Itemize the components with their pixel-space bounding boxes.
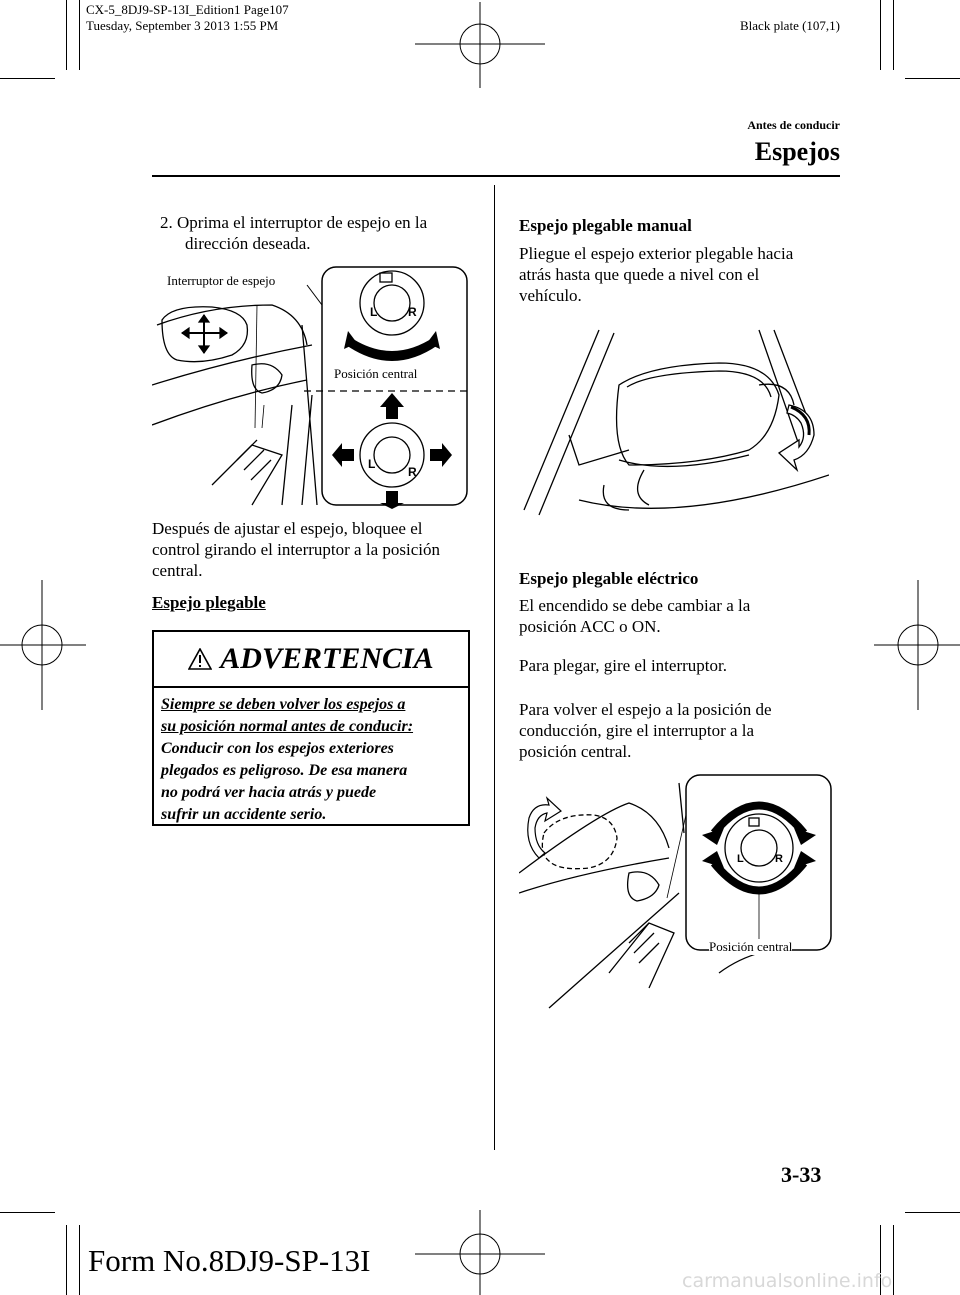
crop-mark: [905, 78, 960, 79]
label-mirror-switch: Interruptor de espejo: [167, 273, 276, 288]
column-divider: [494, 185, 495, 1150]
electric-folding-line: conducción, gire el interruptor a la: [519, 721, 755, 740]
manual-folding-line: atrás hasta que quede a nivel con el: [519, 265, 760, 284]
print-job-info: [86, 2, 289, 34]
registration-mark-left: [0, 580, 86, 710]
manual-folding-paragraph: [519, 243, 849, 306]
electric-folding-illustration: [519, 773, 834, 1013]
warning-line: plegados es peligroso. De esa manera: [161, 762, 408, 779]
warning-header: [154, 632, 468, 688]
electric-folding-drawing: [519, 773, 834, 1013]
after-adjust-line: Después de ajustar el espejo, bloquee el: [152, 519, 423, 538]
warning-triangle-icon: [188, 648, 212, 670]
mirror-switch-drawing: [152, 265, 470, 510]
crop-mark: [880, 0, 881, 70]
manual-folding-line: Pliegue el espejo exterior plegable hacia: [519, 244, 794, 263]
warning-line: Siempre se deben volver los espejos a: [161, 696, 406, 713]
crop-mark: [79, 0, 80, 70]
page-number: 3-33: [781, 1162, 822, 1187]
after-adjust-line: control girando el interruptor a la posición: [152, 540, 440, 559]
electric-folding-paragraph-3: [519, 699, 849, 762]
crop-mark: [893, 0, 894, 70]
switch-letter-l: L: [737, 853, 744, 865]
crop-mark: [0, 1212, 55, 1213]
warning-line: sufrir un accidente serio.: [161, 806, 327, 823]
warning-title: ADVERTENCIA: [220, 642, 434, 675]
manual-folding-heading: Espejo plegable manual: [519, 216, 692, 235]
switch-letter-l: L: [368, 457, 376, 471]
manual-folding-line: vehículo.: [519, 286, 582, 305]
page-title: Espejos: [754, 137, 840, 166]
electric-folding-heading: Espejo plegable eléctrico: [519, 569, 699, 588]
manual-folding-illustration: [519, 325, 829, 550]
step-2-text-cont: dirección deseada.: [185, 234, 311, 253]
electric-folding-line: Para volver el espejo a la posición de: [519, 700, 772, 719]
folding-mirror-heading: Espejo plegable: [152, 593, 266, 612]
electric-folding-paragraph-1: [519, 595, 849, 637]
crop-mark: [79, 1225, 80, 1295]
plate-info: Black plate (107,1): [740, 18, 840, 33]
crop-mark: [905, 1212, 960, 1213]
label-center-position: Posición central: [334, 366, 418, 381]
label-center-position: Posición central: [709, 939, 793, 954]
electric-folding-paragraph-2: Para plegar, gire el interruptor.: [519, 656, 727, 675]
watermark: carmanualsonline.info: [682, 1270, 893, 1292]
section-name: Antes de conducir: [747, 118, 840, 132]
electric-folding-line: posición central.: [519, 742, 632, 761]
after-adjust-paragraph: [152, 518, 487, 581]
print-job-file: CX-5_8DJ9-SP-13I_Edition1 Page107: [86, 2, 289, 17]
crop-mark: [66, 1225, 67, 1295]
electric-folding-line: posición ACC o ON.: [519, 617, 661, 636]
registration-mark-bottom: [415, 1210, 545, 1295]
warning-line: no podrá ver hacia atrás y puede: [161, 784, 377, 801]
warning-text: [161, 694, 466, 826]
electric-folding-line: El encendido se debe cambiar a la: [519, 596, 751, 615]
warning-line: su posición normal antes de conducir:: [161, 718, 414, 735]
form-number: Form No.8DJ9-SP-13I: [88, 1243, 371, 1278]
crop-mark: [893, 1225, 894, 1295]
mirror-switch-illustration: [152, 265, 470, 510]
warning-box: [152, 630, 470, 826]
switch-letter-r: R: [408, 465, 417, 479]
crop-mark: [0, 78, 55, 79]
after-adjust-line: central.: [152, 561, 203, 580]
registration-mark-right: [874, 580, 960, 710]
header-rule: [152, 175, 840, 177]
step-2-text: 2. Oprima el interruptor de espejo en la: [160, 213, 428, 232]
print-job-date: Tuesday, September 3 2013 1:55 PM: [86, 18, 279, 33]
switch-letter-r: R: [775, 853, 783, 865]
switch-letter-r: R: [408, 305, 417, 319]
registration-mark-top: [415, 2, 545, 88]
warning-line: Conducir con los espejos exteriores: [161, 740, 394, 757]
crop-mark: [66, 0, 67, 70]
switch-letter-l: L: [370, 305, 378, 319]
folding-mirror-drawing: [519, 325, 829, 550]
